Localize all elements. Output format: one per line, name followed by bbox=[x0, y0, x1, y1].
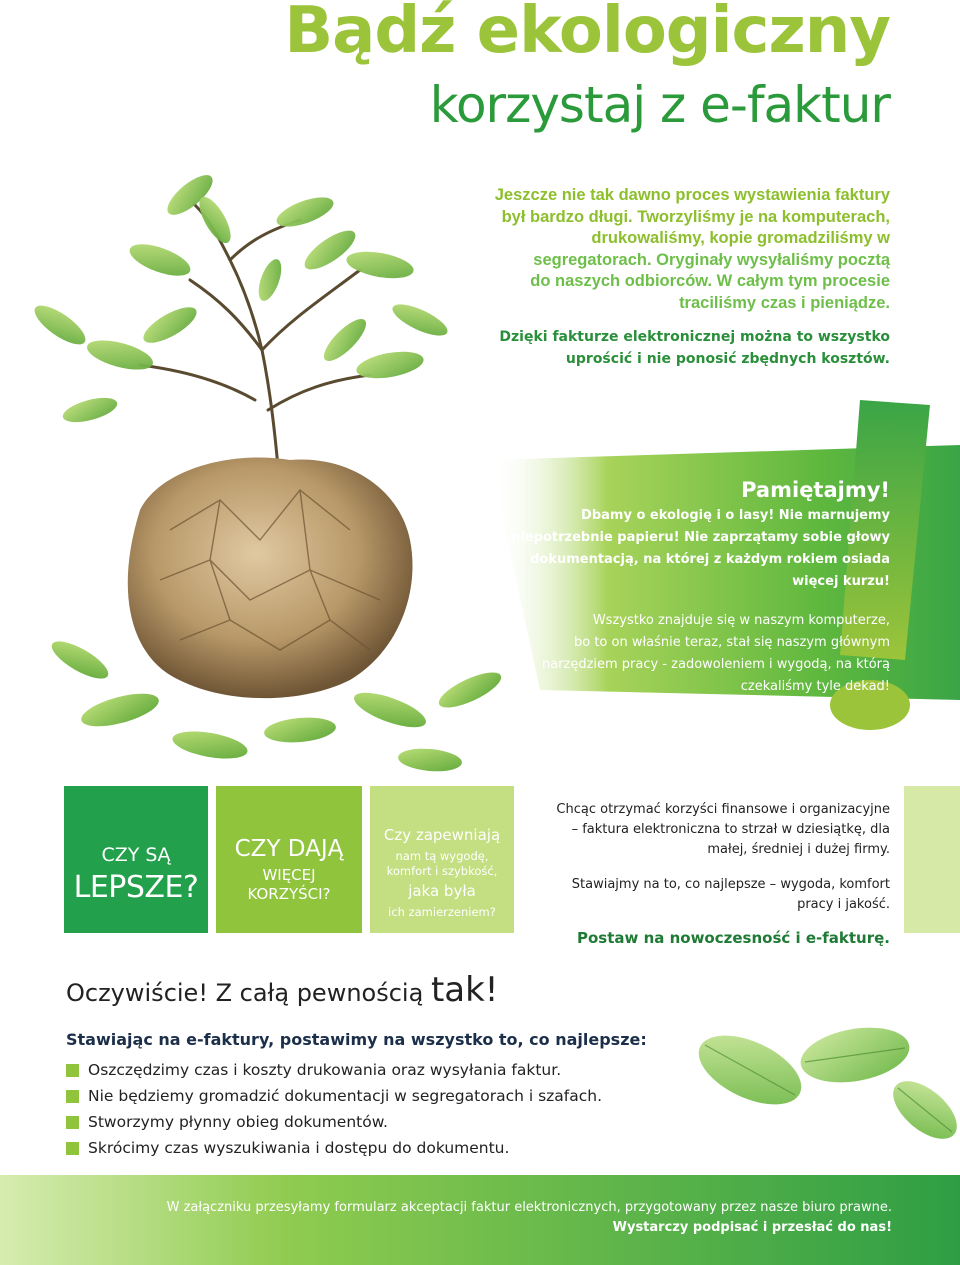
intro-line: Jeszcze nie tak dawno proces wystawienia faktury bbox=[494, 186, 890, 204]
footer-note: W załączniku przesyłamy formularz akceptacji faktur elektronicznych, przygotowany przez nasze biuro prawne. bbox=[166, 1200, 892, 1215]
intro-line: do naszych odbiorców. W całym tym procesie bbox=[530, 272, 890, 290]
intro-paragraph bbox=[470, 185, 890, 314]
intro-line: drukowaliśmy, kopie gromadziliśmy w bbox=[591, 229, 890, 247]
question-box-korzysci bbox=[216, 786, 362, 933]
footer-cta: Wystarczy podpisać i przesłać do nas! bbox=[612, 1220, 892, 1235]
answer-emphasis: tak! bbox=[430, 970, 499, 1010]
remember-line: więcej kurzu! bbox=[792, 574, 890, 589]
remember-line: Dbamy o ekologię i o lasy! Nie marnujemy bbox=[581, 508, 890, 523]
side-text bbox=[530, 800, 890, 930]
leaves-illustration bbox=[660, 1000, 960, 1160]
list-item-text: Oszczędzimy czas i koszty drukowania oraz wysyłania faktur. bbox=[88, 1061, 562, 1079]
box-line: CZY SĄ bbox=[101, 844, 171, 866]
intro-line: traciliśmy czas i pieniądze. bbox=[679, 293, 890, 312]
box-subline: KORZYŚCI? bbox=[247, 885, 331, 903]
bullet-icon bbox=[66, 1064, 79, 1077]
intro-highlight-line: Dzięki fakturze elektronicznej można to wszystko bbox=[499, 329, 890, 345]
list-item-text: Skrócimy czas wyszukiwania i dostępu do dokumentu. bbox=[88, 1139, 510, 1157]
intro-highlight-line: uprościć i nie ponosić zbędnych kosztów. bbox=[565, 351, 890, 367]
remember-line: Wszystko znajduje się w naszym komputerze, bbox=[592, 613, 890, 628]
bullet-icon bbox=[66, 1142, 79, 1155]
intro-line: segregatorach. Oryginały wysyłaliśmy pocztą bbox=[533, 250, 890, 269]
remember-heading: Pamiętajmy! bbox=[741, 478, 890, 502]
box-subline: nam tą wygodę, bbox=[395, 849, 489, 863]
side-line: pracy i jakość. bbox=[797, 897, 890, 912]
decorative-box bbox=[904, 786, 960, 933]
remember-line: narzędziem pracy - zadowoleniem i wygodą, na którą bbox=[541, 657, 890, 672]
remember-bold-text bbox=[490, 505, 890, 593]
question-box-lepsze bbox=[64, 786, 208, 933]
benefits-title: Stawiając na e-faktury, postawimy na wszystko to, co najlepsze: bbox=[66, 1030, 647, 1049]
intro-highlight bbox=[470, 326, 890, 370]
side-line: małej, średniej i dużej firmy. bbox=[707, 842, 890, 857]
page-title: Bądź ekologiczny bbox=[284, 0, 890, 68]
list-item-text: Nie będziemy gromadzić dokumentacji w segregatorach i szafach. bbox=[88, 1087, 603, 1105]
benefits-list bbox=[66, 1057, 602, 1161]
list-item-text: Stworzymy płynny obieg dokumentów. bbox=[88, 1113, 388, 1131]
box-line: ich zamierzeniem? bbox=[388, 905, 496, 919]
side-cta: Postaw na nowoczesność i e-fakturę. bbox=[576, 929, 890, 947]
bullet-icon bbox=[66, 1090, 79, 1103]
side-line: Stawiajmy na to, co najlepsze – wygoda, komfort bbox=[571, 877, 890, 892]
answer-line bbox=[66, 970, 498, 1010]
remember-line: niepotrzebnie papieru! Nie zaprzątamy sobie głowy bbox=[511, 530, 890, 545]
list-item bbox=[66, 1057, 602, 1083]
side-paragraph bbox=[530, 800, 890, 860]
box-line: jaka była bbox=[408, 882, 476, 900]
remember-line: czekaliśmy tyle dekad! bbox=[740, 679, 890, 694]
remember-normal-text bbox=[490, 610, 890, 698]
remember-line: bo to on właśnie teraz, stał się naszym głównym bbox=[574, 635, 890, 650]
list-item bbox=[66, 1109, 602, 1135]
bullet-icon bbox=[66, 1116, 79, 1129]
box-line: Czy zapewniają bbox=[383, 826, 501, 844]
remember-line: dokumentacją, na której z każdym rokiem osiada bbox=[530, 552, 890, 567]
side-line: Chcąc otrzymać korzyści finansowe i organizacyjne bbox=[556, 802, 890, 817]
list-item bbox=[66, 1135, 602, 1161]
intro-line: był bardzo długi. Tworzyliśmy je na komputerach, bbox=[501, 207, 890, 226]
box-line: CZY DAJĄ bbox=[234, 836, 344, 862]
box-line bbox=[370, 849, 514, 879]
box-line: LEPSZE? bbox=[73, 870, 199, 905]
box-subline: komfort i szybkość, bbox=[386, 864, 498, 878]
page-subtitle: korzystaj z e-faktur bbox=[429, 76, 890, 134]
side-line: – faktura elektroniczna to strzał w dziesiątkę, dla bbox=[571, 822, 890, 837]
answer-text: Oczywiście! Z całą pewnością bbox=[66, 979, 424, 1007]
box-line bbox=[216, 866, 362, 904]
list-item bbox=[66, 1083, 602, 1109]
side-paragraph bbox=[530, 875, 890, 915]
question-box-wygoda bbox=[370, 786, 514, 933]
box-subline: WIĘCEJ bbox=[262, 866, 316, 884]
